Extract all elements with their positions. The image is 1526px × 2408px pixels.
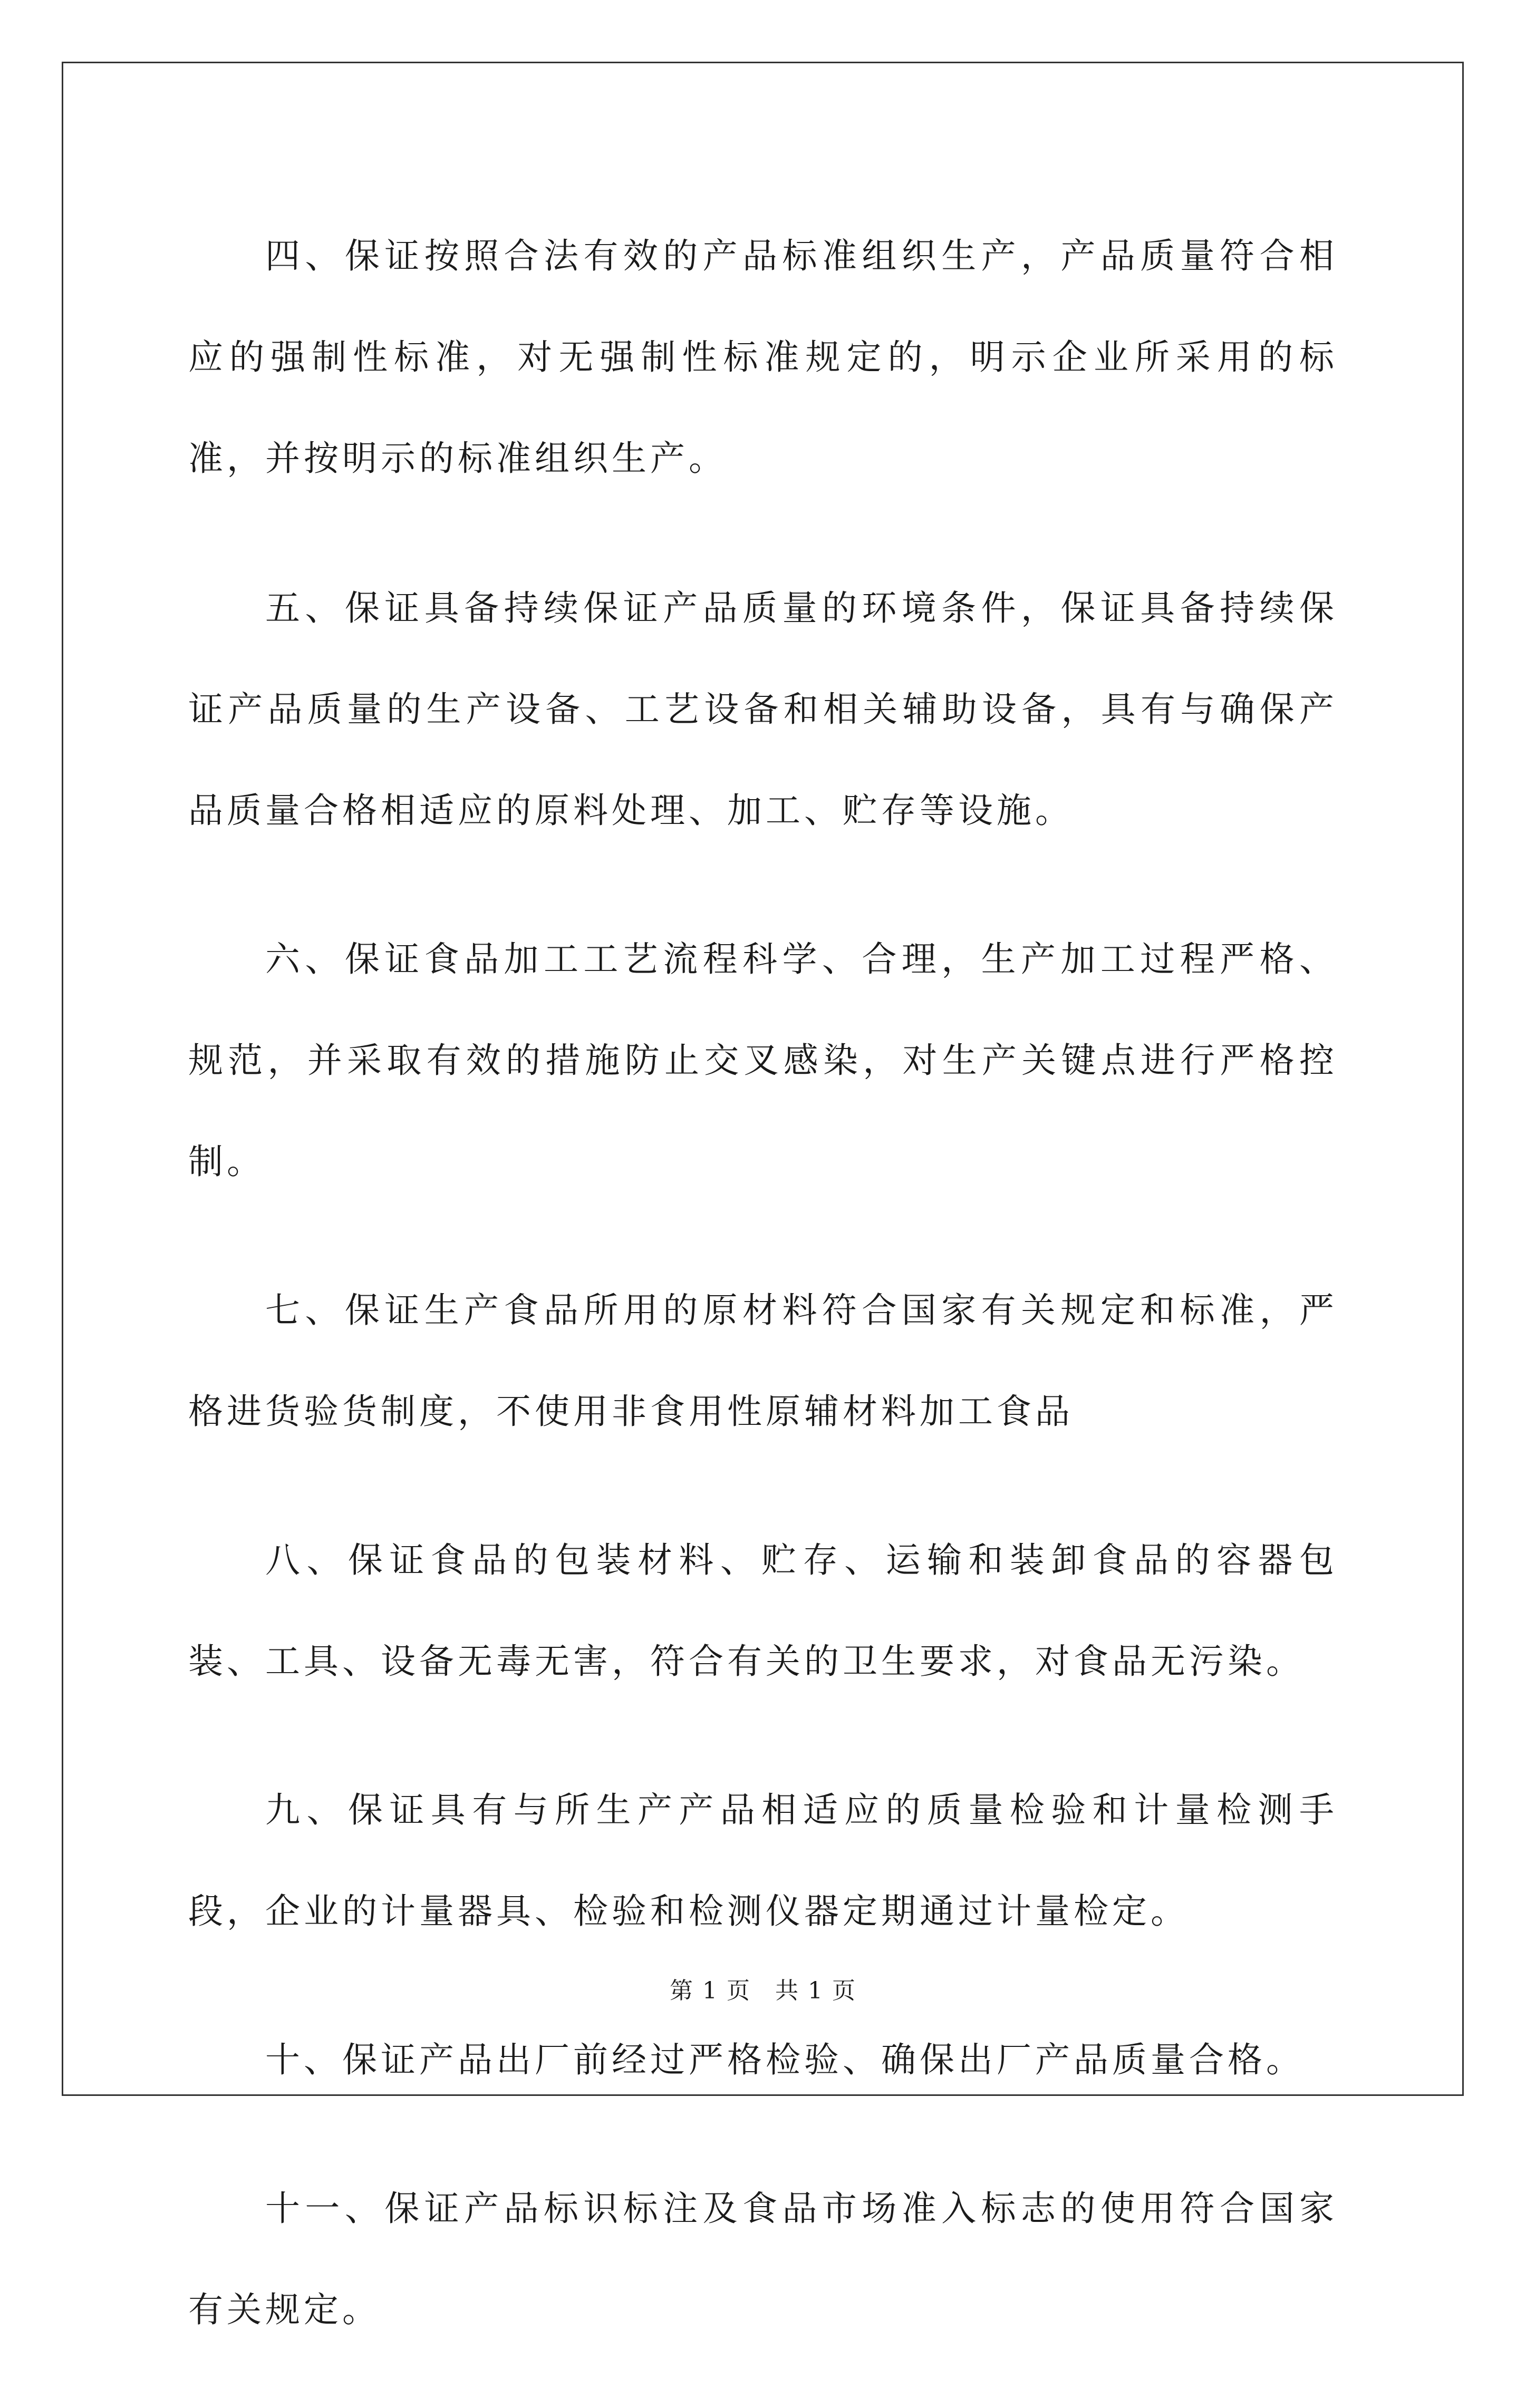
page-number: 第 1 页 共 1 页 [670, 1977, 856, 2004]
paragraph-8: 八、保证食品的包装材料、贮存、运输和装卸食品的容器包装、工具、设备无毒无害，符合有关的卫生要求，对食品无污染。 [188, 1540, 1338, 1682]
paragraph-11: 十一、保证产品标识标注及食品市场准入标志的使用符合国家有关规定。 [188, 2188, 1338, 2330]
paragraph-6: 六、保证食品加工工艺流程科学、合理，生产加工过程严格、规范，并采取有效的措施防止交叉感染，对生产关键点进行严格控制。 [188, 939, 1338, 1182]
paragraph-9: 九、保证具有与所生产产品相适应的质量检验和计量检测手段，企业的计量器具、检验和检测仪器定期通过计量检定。 [188, 1790, 1338, 1931]
document-body [188, 206, 1338, 2408]
paragraph-7: 七、保证生产食品所用的原材料符合国家有关规定和标准，严格进货验货制度，不使用非食用性原辅材料加工食品 [188, 1290, 1338, 1432]
paragraph-5: 五、保证具备持续保证产品质量的环境条件，保证具备持续保证产品质量的生产设备、工艺设备和相关辅助设备，具有与确保产品质量合格相适应的原料处理、加工、贮存等设施。 [188, 588, 1338, 831]
paragraph-4: 四、保证按照合法有效的产品标准组织生产，产品质量符合相应的强制性标准，对无强制性标准规定的，明示企业所采用的标准，并按明示的标准组织生产。 [188, 236, 1338, 479]
paragraph-10: 十、保证产品出厂前经过严格检验、确保出厂产品质量合格。 [265, 2040, 1305, 2080]
